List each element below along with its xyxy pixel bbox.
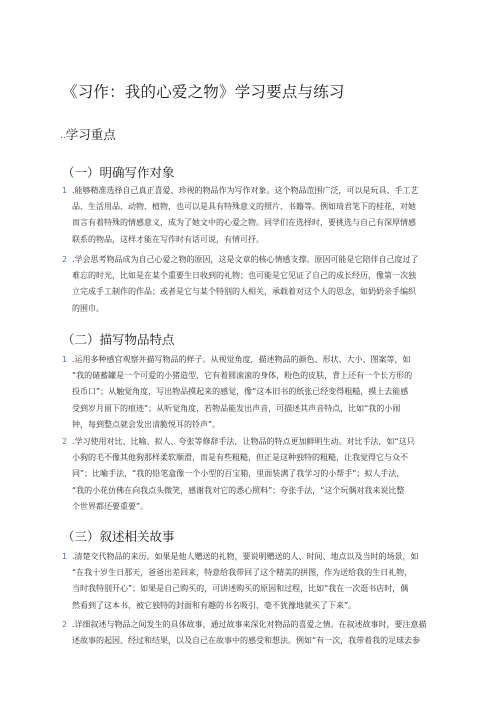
section-heading [60,125,116,143]
item-number: 1 [62,186,68,195]
item-number: 2 [62,255,68,264]
item-line: .详细叙述与物品之间发生的具体故事，通过故事来深化对物品的喜爱之情。在叙述故事时，要注意描 [72,620,427,629]
item-line: 当时我特别开心”；如果是自己购买的，可讲述购买的原因和过程，比如“我在一次逛书店时，偶 [72,584,409,594]
item-line: 钟，每到整点就会发出清脆悦耳的铃声”。 [72,419,221,429]
item-line: 小狗的毛不像其他狗那样柔软顺滑，而是有些粗糙，但正是这种独特的粗糙，让我觉得它与众不 [72,453,408,463]
subsection-heading: （一）明确写作对象 [62,165,175,180]
item-line: .学会思考物品成为自己心爱之物的原因，这是文章的核心情感支撑。原因可能是它陪伴自己度过了 [72,255,419,264]
item-number: 1 [62,552,68,561]
item-line: 立完成手工制作的作品；或者是它与某个特别的人相关，承载着对这个人的思念，如奶奶亲手编织 [72,287,416,297]
item-line: 而言有着特殊的情感意义，成为了她文中的心爱之物。同学们在选择时，要挑选与自己有深厚情感 [72,218,416,228]
subsection-heading: （三）叙述相关故事 [62,529,175,544]
item-line: 难忘的时光，比如是在某个重要生日收到的礼物；也可能是它见证了自己的成长经历，像第一次独 [72,271,416,281]
document-title: 《习作：我的心爱之物》学习要点与练习 [62,83,345,101]
item-line: 品、生活用品、动物、植物，也可以是具有特殊意义的照片、书籍等。例如琦君笔下的桂花，对她 [72,202,416,212]
item-number: 1 [62,355,68,364]
item-line: “我的小花仿佛在向我点头微笑，感谢我对它的悉心照料”；夸张手法，“这个玩偶对我来说比整 [72,485,405,495]
subsection-heading: （二）描写物品特点 [62,332,175,347]
item-line: .学习使用对比、比喻、拟人、夸张等修辞手法，让物品的特点更加鲜明生动。对比手法，如“这只 [72,437,415,446]
item-line: .清楚交代物品的来历。如果是他人赠送的礼物，要说明赠送的人、时间、地点以及当时的场景，如 [72,552,419,561]
section-label: 学习重点 [65,127,116,142]
section-bullet: .. [60,131,66,141]
item-line: 述故事的起因、经过和结果，以及自己在故事中的感受和想法。例如“有一次，我带着我的足球去参 [72,636,421,646]
item-line: “在我十岁生日那天，爸爸出差回来，特意给我带回了这个精美的拼图，作为送给我的生日礼物， [72,568,413,578]
item-line: 投币口”；从触觉角度，写出物品摸起来的感觉，像“这本旧书的纸张已经变得粗糙，摸上去能感 [72,387,409,397]
item-line: 个世界都还要重要”。 [72,501,149,511]
item-line: 的围巾。 [72,303,104,313]
item-line: .运用多种感官观察并描写物品的样子。从视觉角度，描述物品的颜色、形状、大小、图案等，如 [72,355,411,364]
item-line: 同”；比喻手法，“我的铅笔盒像一个小型的百宝箱，里面装满了我学习的小帮手”；拟人手法， [72,469,405,479]
item-line: .能够精准选择自己真正喜爱、珍视的物品作为写作对象。这个物品范围广泛，可以是玩具、手工艺 [72,186,419,195]
item-line: 然看到了这本书，被它独特的封面和有趣的书名吸引，毫不犹豫地就买了下来”。 [72,600,357,610]
item-number: 2 [62,437,68,446]
item-line: 受到岁月留下的痕迹”；从听觉角度，若物品能发出声音，可描述其声音特点，比如“我的小闹 [72,403,401,413]
item-line: 联系的物品，这样才能在写作时有话可说，有情可抒。 [72,234,264,244]
item-number: 2 [62,620,68,629]
item-line: “我的储蓄罐是一个可爱的小猪造型，它有着圆滚滚的身体，粉色的皮肤，背上还有一个长方形的 [72,371,413,381]
